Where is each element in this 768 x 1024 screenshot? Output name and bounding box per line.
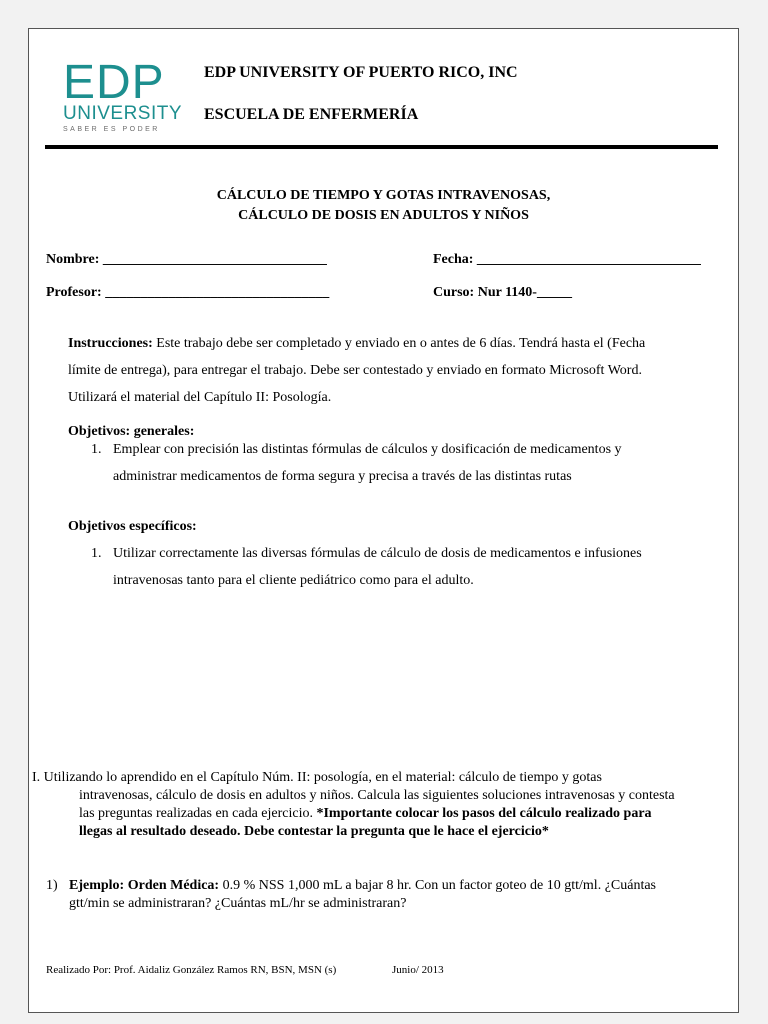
list-item — [91, 540, 721, 594]
general-objective-line2: administrar medicamentos de forma segura y precisa a través de las distintas rutas — [113, 469, 572, 484]
list-number: 1. — [91, 546, 102, 561]
school-name: ESCUELA DE ENFERMERÍA — [204, 106, 419, 123]
section-i-instructions — [32, 769, 732, 841]
institution-name: EDP UNIVERSITY OF PUERTO RICO, INC — [204, 64, 518, 81]
fecha-field[interactable]: Fecha: ________________________________ — [433, 252, 701, 267]
logo-tagline: SABER ES PODER — [63, 126, 160, 133]
curso-field[interactable]: Curso: Nur 1140-_____ — [433, 285, 572, 300]
example-text-1: 0.9 % NSS 1,000 mL a bajar 8 hr. Con un factor goteo de 10 gtt/ml. ¿Cuántas — [219, 878, 657, 893]
general-objectives-heading: Objetivos: generales: — [68, 424, 195, 439]
example-text-2: gtt/min se administraran? ¿Cuántas mL/hr se administraran? — [69, 896, 407, 911]
edp-logo — [63, 56, 191, 135]
list-item — [91, 436, 721, 490]
logo-wordmark: EDP — [63, 56, 165, 109]
document-page — [28, 28, 739, 1013]
specific-objectives-heading: Objetivos específicos: — [68, 519, 197, 534]
profesor-field[interactable]: Profesor: ________________________________ — [46, 285, 330, 300]
document-title-line2: CÁLCULO DE DOSIS EN ADULTOS Y NIÑOS — [238, 208, 529, 223]
document-title-line1: CÁLCULO DE TIEMPO Y GOTAS INTRAVENOSAS, — [216, 188, 551, 203]
instructions-text-1: Este trabajo debe ser completado y enviado en o antes de 6 días. Tendrá hasta el (Fecha — [152, 336, 646, 351]
section-i-important-note: *Importante colocar los pasos del cálculo realizado para — [316, 806, 652, 821]
nombre-field[interactable]: Nombre: ________________________________ — [46, 252, 327, 267]
section-i-line3a: las preguntas realizadas en cada ejercicio. — [79, 806, 317, 821]
specific-objectives-list — [91, 540, 721, 594]
general-objectives-list — [91, 436, 721, 490]
list-number: 1. — [91, 442, 102, 457]
example-1 — [46, 877, 726, 913]
specific-objective-line1: Utilizar correctamente las diversas fórmulas de cálculo de dosis de medicamentos e infusiones — [113, 546, 642, 561]
section-i-line4: llegas al resultado deseado. Debe contestar la pregunta que le hace el ejercicio* — [79, 824, 549, 839]
header-divider — [45, 145, 718, 149]
logo-subtitle: UNIVERSITY — [63, 103, 183, 124]
example-number: 1) — [46, 878, 58, 893]
section-i-line1: I. Utilizando lo aprendido en el Capítulo Núm. II: posología, en el material: cálculo de tiempo y gotas — [32, 770, 602, 785]
instructions — [68, 330, 718, 411]
footer-date: Junio/ 2013 — [392, 964, 444, 976]
section-i-line2: intravenosas, cálculo de dosis en adultos y niños. Calcula las siguientes soluciones intravenosas y contesta — [79, 788, 675, 803]
specific-objective-line2: intravenosas tanto para el cliente pediátrico como para el adulto. — [113, 573, 474, 588]
example-label: Ejemplo: Orden Médica: — [69, 878, 220, 893]
footer-credit: Realizado Por: Prof. Aidaliz González Ramos RN, BSN, MSN (s) — [46, 964, 337, 976]
general-objective-line1: Emplear con precisión las distintas fórmulas de cálculos y dosificación de medicamentos y — [113, 442, 622, 457]
instructions-text-2: límite de entrega), para entregar el trabajo. Debe ser contestado y enviado en formato Microsoft Word. — [68, 363, 642, 378]
instructions-label: Instrucciones: — [68, 336, 153, 351]
instructions-text-3: Utilizará el material del Capítulo II: Posología. — [68, 390, 332, 405]
